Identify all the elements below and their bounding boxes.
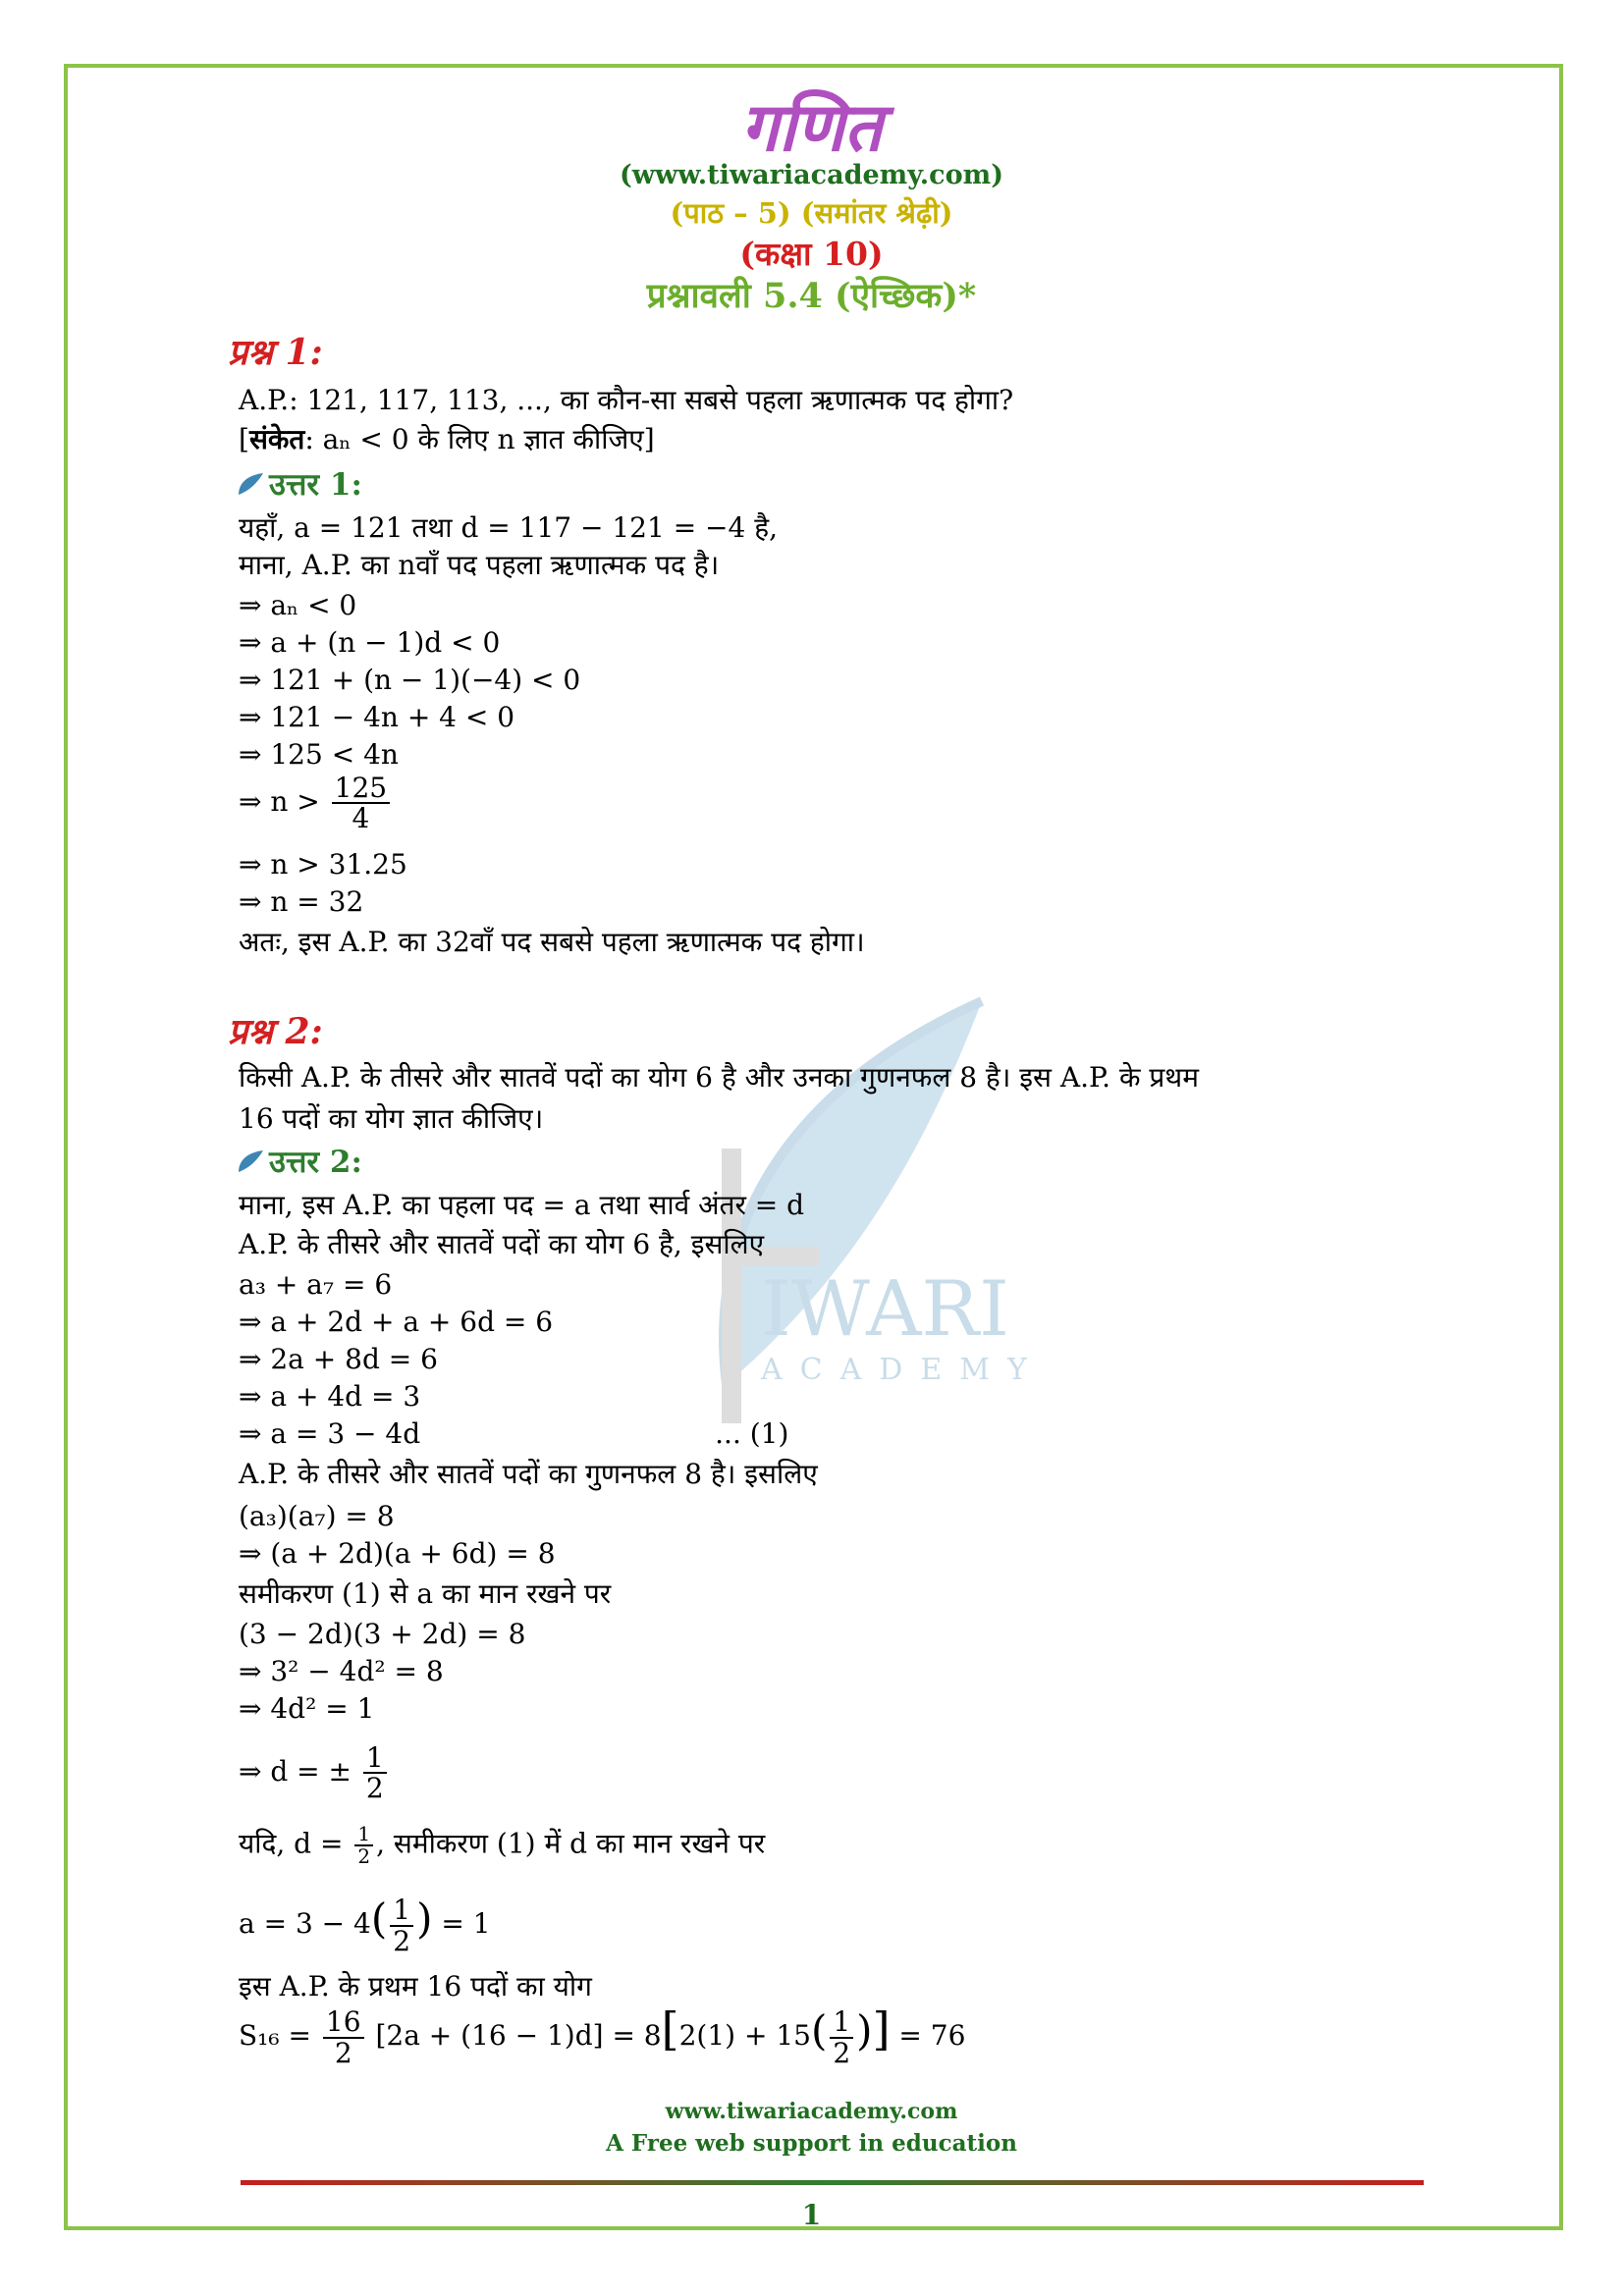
answer-2-line: A.P. के तीसरे और सातवें पदों का योग 6 है, इसलिए <box>239 1228 765 1260</box>
answer-1-conclusion: अतः, इस A.P. का 32वाँ पद सबसे पहला ऋणात्मक पद होगा। <box>239 926 865 958</box>
answer-1-line: माना, A.P. का nवाँ पद पहला ऋणात्मक पद है। <box>239 549 720 581</box>
answer-1-line: ⇒ 121 − 4n + 4 < 0 <box>239 701 515 733</box>
answer-2-line: A.P. के तीसरे और सातवें पदों का गुणनफल 8 है। इसलिए <box>239 1458 818 1490</box>
answer-2-line: ⇒ a + 4d = 3 <box>239 1380 421 1413</box>
answer-1-line: यहाँ, a = 121 तथा d = 117 − 121 = −4 है, <box>239 511 779 544</box>
question-1-text: A.P.: 121, 117, 113, ..., का कौन-सा सबसे पहला ऋणात्मक पद होगा? <box>239 384 1014 416</box>
fraction: $\frac{125}{4}$ <box>332 774 390 833</box>
question-1-hint: [संकेत: aₙ < 0 के लिए n ज्ञात कीजिए] <box>239 423 655 455</box>
fraction: $\frac{1}{2}$ <box>390 1896 413 1955</box>
answer-2-heading: उत्तर 2: <box>236 1141 362 1182</box>
fraction: $\frac{1}{2}$ <box>363 1743 387 1803</box>
answer-2-line: ⇒ 4d² = 1 <box>239 1692 375 1725</box>
answer-1-line: ⇒ 121 + (n − 1)(−4) < 0 <box>239 664 581 696</box>
equation-number: ... (1) <box>715 1417 789 1450</box>
answer-1-line: ⇒ n > 31.25 <box>239 848 407 881</box>
answer-1-line: ⇒ n = 32 <box>239 885 364 918</box>
answer-2-line: a₃ + a₇ = 6 <box>239 1268 393 1301</box>
question-1-heading: प्रश्न 1: <box>228 332 323 373</box>
question-2-heading: प्रश्न 2: <box>228 1011 323 1052</box>
sum-label: इस A.P. के प्रथम 16 पदों का योग <box>239 1970 592 2002</box>
svg-text:ACADEMY: ACADEMY <box>761 1353 1045 1387</box>
answer-2-line: ⇒ (a + 2d)(a + 6d) = 8 <box>239 1537 556 1570</box>
answer-2-line: ⇒ 2a + 8d = 6 <box>239 1343 438 1375</box>
page-title: गणित <box>740 88 883 167</box>
answer-2-line: माना, इस A.P. का पहला पद = a तथा सार्व अंतर = d <box>239 1189 805 1221</box>
answer-1-heading: उत्तर 1: <box>236 463 362 505</box>
answer-2-line: ⇒ 3² − 4d² = 8 <box>239 1655 444 1687</box>
answer-1-line: ⇒ 125 < 4n <box>239 738 399 771</box>
leaf-icon <box>236 471 265 497</box>
a-value-line: a = 3 − 4( $\frac{1}{2}$ ) = 1 <box>239 1894 491 1957</box>
fraction: $\frac{1}{2}$ <box>354 1824 373 1867</box>
page-number: 1 <box>801 2199 822 2231</box>
answer-2-line: (a₃)(a₇) = 8 <box>239 1500 395 1532</box>
answer-1-line: ⇒ aₙ < 0 <box>239 589 357 621</box>
answer-2-line: ⇒ a + 2d + a + 6d = 6 <box>239 1306 554 1338</box>
d-value-line: ⇒ d = ± $\frac{1}{2}$ <box>239 1743 390 1803</box>
header-website: (www.tiwariacademy.com) <box>620 160 1003 190</box>
footer-tagline: A Free web support in education <box>606 2130 1017 2157</box>
answer-1-line: ⇒ a + (n − 1)d < 0 <box>239 626 501 659</box>
substitution-line: यदि, d = $\frac{1}{2}$ , समीकरण (1) में d का मान रखने पर <box>239 1822 766 1868</box>
footer-url: www.tiwariacademy.com <box>665 2099 958 2124</box>
equation-1: ⇒ a = 3 − 4d ... (1) <box>239 1417 789 1450</box>
svg-text:IWARI: IWARI <box>761 1265 1009 1354</box>
answer-2-line: समीकरण (1) से a का मान रखने पर <box>239 1577 612 1610</box>
class-label: (कक्षा 10) <box>739 235 884 273</box>
leaf-icon <box>236 1148 265 1174</box>
fraction: $\frac{16}{2}$ <box>323 2007 364 2067</box>
question-2-text: किसी A.P. के तीसरे और सातवें पदों का योग 6 है और उनका गुणनफल 8 है। इस A.P. के प्रथम <box>239 1061 1199 1094</box>
exercise-label: प्रश्नावली 5.4 (ऐच्छिक)* <box>646 276 977 316</box>
chapter-label: (पाठ – 5) (समांतर श्रेढ़ी) <box>670 196 953 230</box>
answer-2-line: (3 − 2d)(3 + 2d) = 8 <box>239 1618 526 1650</box>
footer-divider <box>241 2180 1424 2185</box>
sum-formula-line: S₁₆ = $\frac{16}{2}$ [2a + (16 − 1)d] = 8[2(1) + 15( $\frac{1}{2}$ )] = 76 <box>239 2002 966 2069</box>
fraction: $\frac{1}{2}$ <box>830 2007 853 2067</box>
answer-1-fraction-line: ⇒ n > $\frac{125}{4}$ <box>239 774 393 833</box>
question-2-text: 16 पदों का योग ज्ञात कीजिए। <box>239 1102 544 1135</box>
